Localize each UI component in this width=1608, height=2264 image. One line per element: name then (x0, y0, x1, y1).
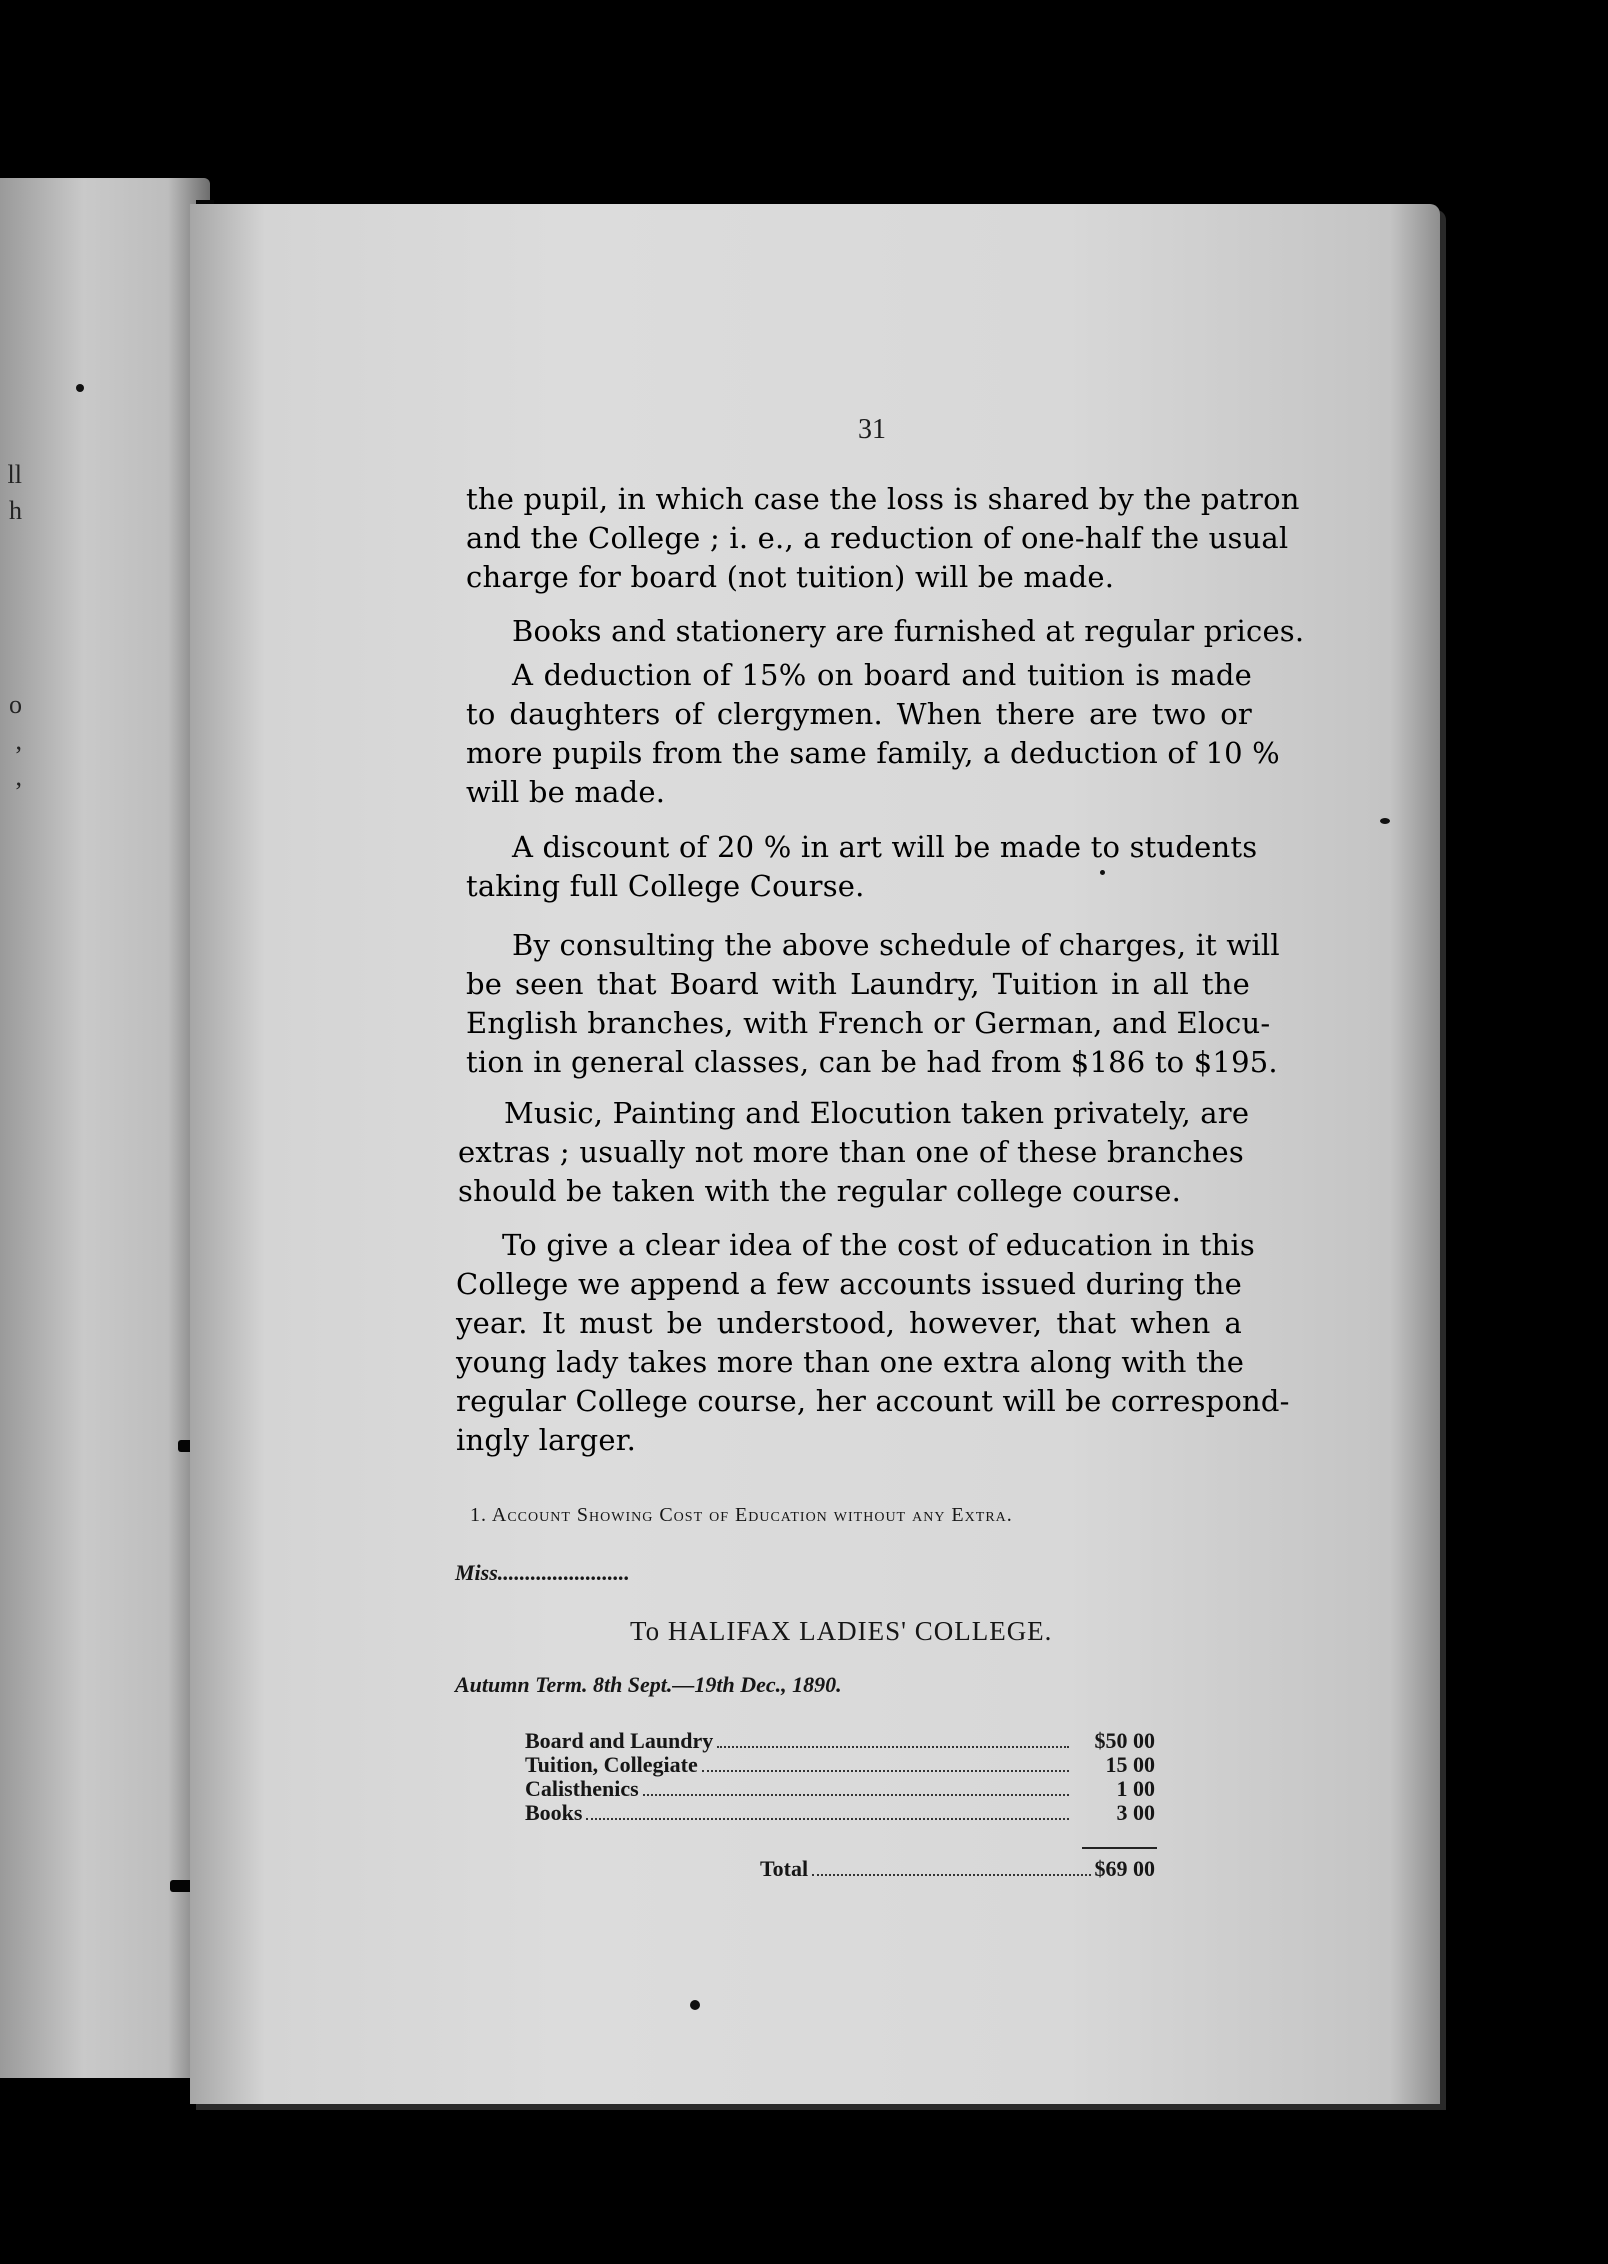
text-line: will be made. (466, 775, 666, 809)
left-page-fragment: o (9, 690, 22, 719)
account-heading: 1. Account Showing Cost of Education without any Extra. (470, 1504, 1013, 1526)
text-line: to daughters of clergymen. When there are two or (466, 697, 1252, 731)
leader-dots (717, 1746, 1069, 1748)
text-line: and the College ; i. e., a reduction of one-half the usual (466, 521, 1289, 555)
account-item: Books (525, 1800, 583, 1825)
total-label: Total (760, 1856, 809, 1881)
paragraph-2 (466, 612, 1305, 651)
account-amount: 3 00 (1116, 1800, 1155, 1825)
total-rule (1082, 1847, 1157, 1849)
left-page-fragment: , (15, 762, 22, 791)
text-line: Books and stationery are furnished at regular prices. (512, 614, 1305, 648)
account-row (525, 1752, 1155, 1776)
text-line: A discount of 20 % in art will be made to students (512, 830, 1258, 864)
text-line: young lady takes more than one extra along with the (456, 1345, 1245, 1379)
text-line: By consulting the above schedule of charges, it will (512, 928, 1280, 962)
left-page-fragment: , (15, 726, 22, 755)
left-page-edge (0, 178, 210, 2078)
text-line: be seen that Board with Laundry, Tuition in all the (466, 967, 1250, 1001)
text-line: To give a clear idea of the cost of education in this (502, 1228, 1255, 1262)
account-amount: $50 00 (1094, 1728, 1155, 1753)
text-line: A deduction of 15% on board and tuition is made (512, 658, 1252, 692)
paragraph-7 (456, 1226, 1290, 1460)
miss-line: Miss........................ (455, 1560, 630, 1585)
left-page-fragment: h (9, 496, 22, 525)
account-amount: 15 00 (1105, 1752, 1155, 1777)
account-row (525, 1776, 1155, 1800)
text-line: taking full College Course. (466, 869, 865, 903)
paragraph-3 (466, 656, 1280, 812)
text-line: should be taken with the regular college course. (458, 1174, 1182, 1208)
text-line: year. It must be understood, however, that when a (456, 1306, 1242, 1340)
paragraph-6 (458, 1094, 1250, 1211)
text-line: regular College course, her account will be correspond- (456, 1384, 1290, 1418)
paragraph-1 (466, 480, 1300, 597)
account-item: Tuition, Collegiate (525, 1752, 698, 1777)
leader-dots (643, 1794, 1069, 1796)
account-row (525, 1728, 1155, 1752)
text-line: extras ; usually not more than one of these branches (458, 1135, 1244, 1169)
total-row (760, 1856, 1155, 1882)
ink-speck (1380, 818, 1390, 824)
left-page-fragment: ll (7, 460, 22, 489)
total-amount: $69 00 (1094, 1856, 1155, 1881)
account-item: Board and Laundry (525, 1728, 714, 1753)
leader-dots (812, 1874, 1090, 1876)
ink-speck (76, 384, 84, 392)
leader-dots (586, 1818, 1069, 1820)
account-amount: 1 00 (1116, 1776, 1155, 1801)
account-row (525, 1800, 1155, 1824)
ink-speck (690, 2000, 700, 2010)
text-line: College we append a few accounts issued during the (456, 1267, 1242, 1301)
text-line: ingly larger. (456, 1423, 637, 1457)
text-line: tion in general classes, can be had from $186 to $195. (466, 1045, 1278, 1079)
paragraph-4 (466, 828, 1258, 906)
text-line: English branches, with French or German, and Elocu- (466, 1006, 1271, 1040)
account-item: Calisthenics (525, 1776, 639, 1801)
ink-speck (1100, 870, 1105, 875)
text-line: more pupils from the same family, a deduction of 10 % (466, 736, 1280, 770)
text-line: charge for board (not tuition) will be made. (466, 560, 1115, 594)
paragraph-5 (466, 926, 1280, 1082)
text-line: Music, Painting and Elocution taken privately, are (504, 1096, 1250, 1130)
term-line: Autumn Term. 8th Sept.—19th Dec., 1890. (455, 1672, 842, 1697)
account-table (525, 1728, 1155, 1824)
page-number: 31 (858, 414, 886, 445)
text-line: the pupil, in which case the loss is shared by the patron (466, 482, 1300, 516)
leader-dots (702, 1770, 1069, 1772)
college-line: To HALIFAX LADIES' COLLEGE. (630, 1616, 1053, 1646)
